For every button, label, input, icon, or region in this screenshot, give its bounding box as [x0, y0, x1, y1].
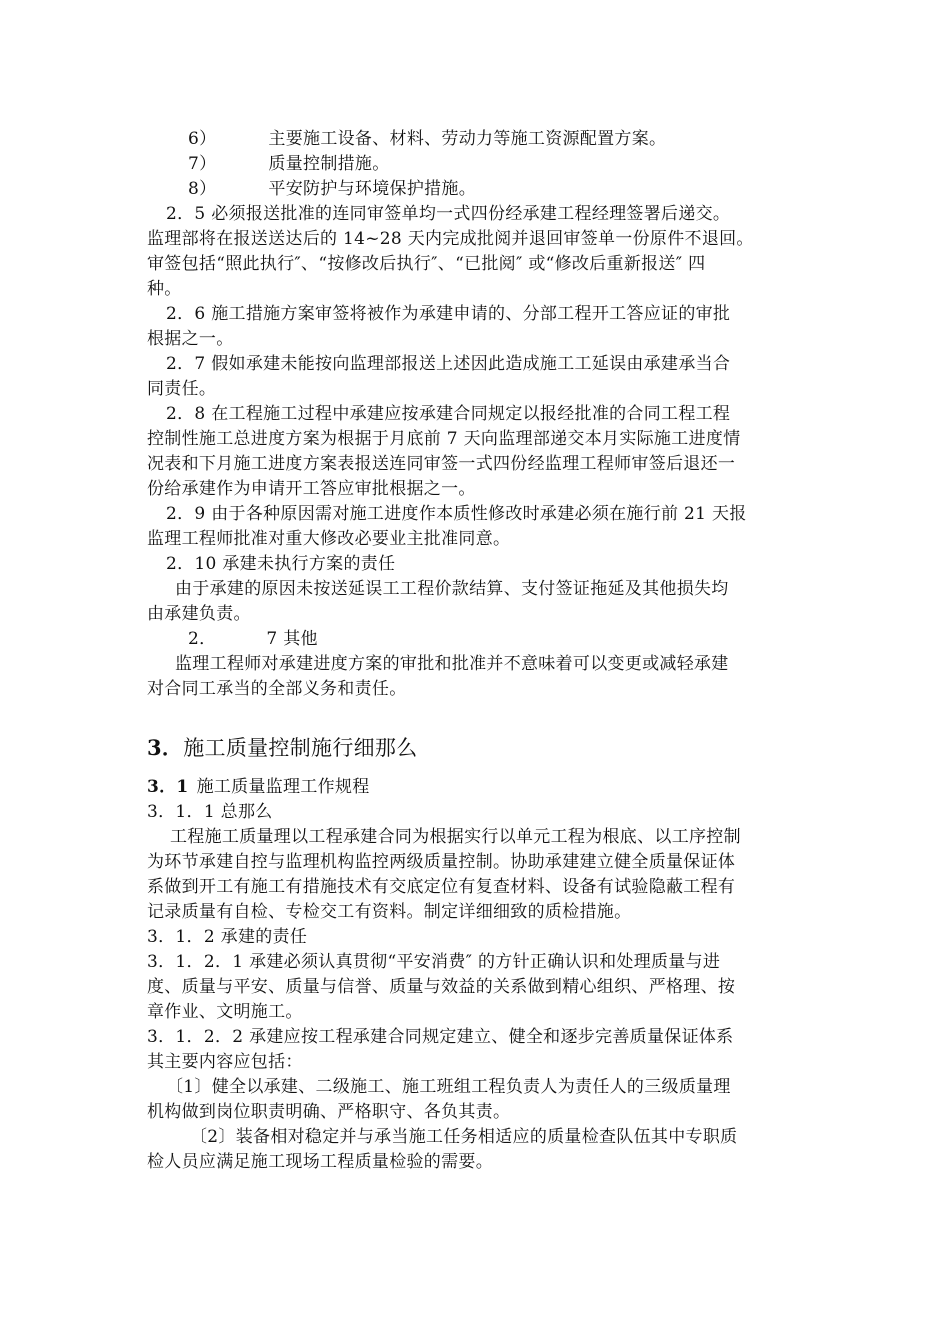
paragraph-line: 度、质量与平安、质量与信誉、质量与效益的关系做到精心组织、严格理、按 [147, 977, 736, 997]
list-number: 8） [188, 179, 217, 199]
paragraph-line: 根据之一。 [147, 329, 234, 349]
paragraph-line: 监理部将在报送送达后的 14~28 天内完成批阅并退回审签单一份原件不退回。 [147, 229, 754, 249]
subsection-number: 2． [188, 629, 217, 649]
paragraph-line: 监理工程师批准对重大修改必要业主批准同意。 [147, 529, 511, 549]
list-number: 6） [188, 129, 217, 149]
subsection-number: 3．1 [147, 777, 189, 797]
list-item-7 [188, 152, 390, 176]
subsection-heading [147, 775, 370, 799]
paragraph-line: 为环节承建自控与监理机构监控两级质量控制。协助承建建立健全质量保证体 [147, 852, 736, 872]
paragraph-line: 章作业、文明施工。 [147, 1002, 303, 1022]
paragraph-line: 3．1．2．2 承建应按工程承建合同规定建立、健全和逐步完善质量保证体系 [147, 1027, 734, 1047]
paragraph-line: 控制性施工总进度方案为根据于月底前 7 天向监理部递交本月实际施工进度情 [147, 429, 741, 449]
paragraph-line: 机构做到岗位职责明确、严格职守、各负其责。 [147, 1102, 511, 1122]
subsection-title: 施工质量监理工作规程 [196, 777, 370, 797]
paragraph-line: 2．7 假如承建未能按向监理部报送上述因此造成施工工延误由承建承当合 [166, 354, 731, 374]
paragraph-line: 况表和下月施工进度方案表报送连同审签一式四份经监理工程师审签后退还一 [147, 454, 736, 474]
section-line: 2．10 承建未执行方案的责任 [166, 554, 396, 574]
list-number: 7） [188, 154, 217, 174]
subsection-line [188, 627, 318, 651]
paragraph-line: 其主要内容应包括： [147, 1052, 303, 1072]
subsection-line: 3．1．2 承建的责任 [147, 927, 308, 947]
list-text: 质量控制措施。 [268, 154, 390, 174]
paragraph-line: 同责任。 [147, 379, 217, 399]
paragraph-line: 记录质量有自检、专检交工有资料。制定详细细致的质检措施。 [147, 902, 632, 922]
paragraph-line: 对合同工承当的全部义务和责任。 [147, 679, 407, 699]
list-text: 主要施工设备、材料、劳动力等施工资源配置方案。 [268, 129, 667, 149]
paragraph-line: 系做到开工有施工有措施技术有交底定位有复查材料、设备有试验隐蔽工程有 [147, 877, 736, 897]
paragraph-line: 〔2〕装备相对稳定并与承当施工任务相适应的质量检查队伍其中专职质 [190, 1127, 738, 1147]
subsection-line: 3．1．1 总那么 [147, 802, 273, 822]
paragraph-line: 2．6 施工措施方案审签将被作为承建申请的、分部工程开工答应证的审批 [166, 304, 731, 324]
paragraph-line: 3．1．2．1 承建必须认真贯彻“平安消费″ 的方针正确认识和处理质量与进 [147, 952, 721, 972]
heading-number: 3． [147, 735, 184, 760]
paragraph-line: 2．9 由于各种原因需对施工进度作本质性修改时承建必须在施行前 21 天报 [166, 504, 747, 524]
paragraph-line: 审签包括“照此执行″、“按修改后执行″、“已批阅″ 或“修改后重新报送″ 四 [147, 254, 706, 274]
subsection-text: 7 其他 [266, 629, 318, 649]
paragraph-line: 检人员应满足施工现场工程质量检验的需要。 [147, 1152, 493, 1172]
paragraph-line: 2．8 在工程施工过程中承建应按承建合同规定以报经批准的合同工程工程 [166, 404, 731, 424]
list-text: 平安防护与环境保护措施。 [268, 179, 477, 199]
list-item-8 [188, 177, 476, 201]
heading-title: 施工质量控制施行细那么 [183, 736, 418, 760]
list-item-6 [188, 127, 666, 151]
paragraph-line: 由承建负责。 [147, 604, 251, 624]
paragraph-line: 工程施工质量理以工程承建合同为根据实行以单元工程为根底、以工序控制 [170, 827, 741, 847]
paragraph-line: 〔1〕健全以承建、二级施工、施工班组工程负责人为责任人的三级质量理 [166, 1077, 731, 1097]
paragraph-line: 2．5 必须报送批准的连同审签单均一式四份经承建工程经理签署后递交。 [166, 204, 731, 224]
paragraph-line: 由于承建的原因未按送延误工工程价款结算、支付签证拖延及其他损失均 [175, 579, 729, 599]
paragraph-line: 份给承建作为申请开工答应审批根据之一。 [147, 479, 476, 499]
paragraph-line: 种。 [147, 279, 182, 299]
section-heading [147, 734, 418, 762]
paragraph-line: 监理工程师对承建进度方案的审批和批准并不意味着可以变更或减轻承建 [175, 654, 729, 674]
